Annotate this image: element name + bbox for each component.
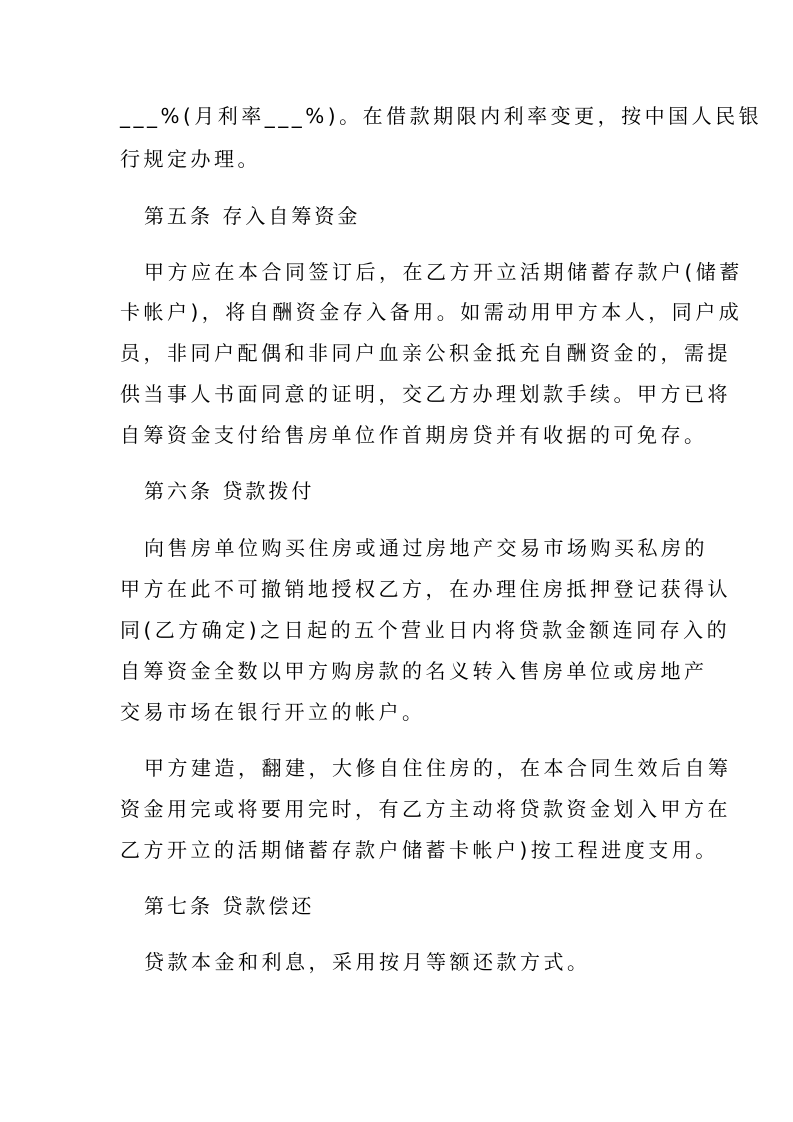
paragraph-line: 行规定办理。 — [120, 147, 261, 171]
section-heading-7: 第七条 贷款偿还 — [144, 894, 315, 918]
section-heading-6: 第六条 贷款拨付 — [144, 479, 315, 503]
paragraph-line: 员，非同户配偶和非同户血亲公积金抵充自酬资金的，需提 — [120, 341, 731, 365]
paragraph-line: 自筹资金支付给售房单位作首期房贷并有收据的可免存。 — [120, 423, 708, 447]
section-heading-5: 第五条 存入自筹资金 — [144, 204, 361, 228]
paragraph-line: 卡帐户)，将自酬资金存入备用。如需动用甲方本人，同户成 — [120, 300, 743, 324]
paragraph-line: 贷款本金和利息，采用按月等额还款方式。 — [144, 950, 591, 974]
paragraph-line: 自筹资金全数以甲方购房款的名义转入售房单位或房地产 — [120, 659, 708, 683]
paragraph-line: 甲方应在本合同签订后，在乙方开立活期储蓄存款户(储蓄 — [144, 260, 743, 284]
paragraph-line: 向售房单位购买住房或通过房地产交易市场购买私房的 — [144, 536, 708, 560]
paragraph-line: 甲方在此不可撤销地授权乙方，在办理住房抵押登记获得认 — [120, 577, 731, 601]
paragraph-line: 交易市场在银行开立的帐户。 — [120, 700, 426, 724]
paragraph-line: ___%(月利率___%)。在借款期限内利率变更，按中国人民银 — [120, 104, 763, 128]
paragraph-line: 同(乙方确定)之日起的五个营业日内将贷款金额连同存入的 — [120, 618, 731, 642]
paragraph-line: 甲方建造，翻建，大修自住住房的，在本合同生效后自筹 — [144, 756, 732, 780]
paragraph-line: 乙方开立的活期储蓄存款户储蓄卡帐户)按工程进度支用。 — [120, 838, 719, 862]
paragraph-line: 资金用完或将要用完时，有乙方主动将贷款资金划入甲方在 — [120, 797, 731, 821]
paragraph-line: 供当事人书面同意的证明，交乙方办理划款手续。甲方已将 — [120, 382, 731, 406]
